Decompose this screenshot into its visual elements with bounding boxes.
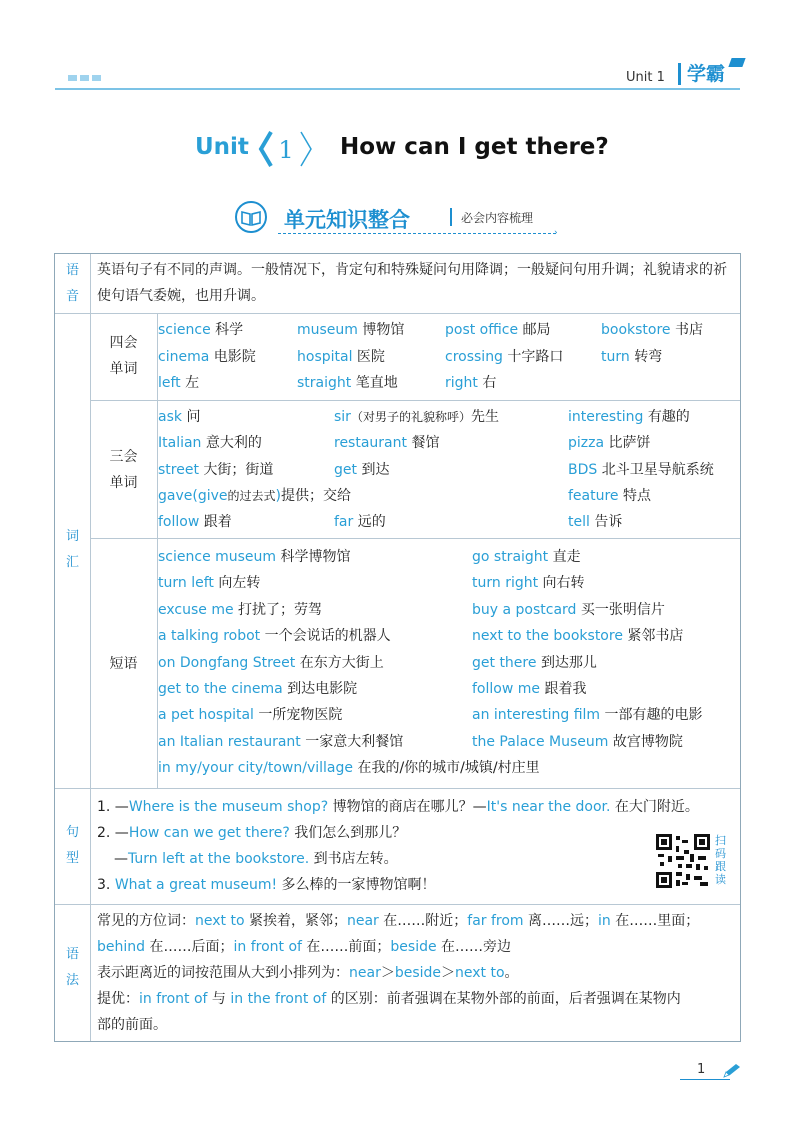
grammar-text: 在……里面； xyxy=(615,913,700,929)
entry-zh: 一部有趣的电影 xyxy=(604,707,703,724)
sentence-zh: 我们怎么到那儿？ xyxy=(294,825,407,841)
phrase-entry xyxy=(472,570,585,596)
entry-en: an Italian restaurant xyxy=(158,733,301,750)
entry-en: hospital xyxy=(297,348,353,365)
grammar-term: in xyxy=(598,913,611,929)
grammar-text: 在……附近； xyxy=(383,913,468,929)
word-entry xyxy=(568,430,651,456)
grammar-text: 表示距离近的词按范围从大到小排列为： xyxy=(97,965,349,981)
phrase-entry xyxy=(158,676,357,702)
entry-zh: 跟着 xyxy=(203,514,232,531)
grammar-text: ＞ xyxy=(441,965,456,981)
word-entry xyxy=(158,317,243,343)
sentence-1 xyxy=(97,794,699,820)
word-entry xyxy=(297,370,398,396)
phrase-entry xyxy=(158,755,540,781)
entry-en: crossing xyxy=(445,348,503,365)
entry-en: straight xyxy=(297,375,352,391)
qr-code[interactable] xyxy=(656,834,710,888)
grammar-term: next to xyxy=(455,965,505,981)
entry-en: tell xyxy=(568,514,590,531)
word-entry xyxy=(568,457,714,483)
word-entry xyxy=(568,509,622,535)
phrase-entry xyxy=(158,729,403,755)
entry-en: pizza xyxy=(568,435,605,452)
entry-en: get to the cinema xyxy=(158,681,283,697)
divider xyxy=(90,400,740,401)
entry-en: get xyxy=(334,461,357,478)
unit-number-badge xyxy=(257,130,315,168)
entry-zh: 特点 xyxy=(623,487,651,504)
grammar-text: 常见的方位词： xyxy=(97,913,195,929)
label-grammar: 语 法 xyxy=(65,947,79,988)
header-decoration xyxy=(68,75,101,81)
grammar-term: beside xyxy=(394,965,442,981)
unit-number: 1 xyxy=(278,136,294,164)
entry-en: follow me xyxy=(472,681,540,697)
entry-en: restaurant xyxy=(334,435,407,452)
entry-note: 的过去式 xyxy=(227,488,276,503)
divider xyxy=(90,538,740,539)
phrase-entry xyxy=(472,597,665,623)
grammar-text: 的区别：前者强调在某物外部的前面，后者强调在某物内 xyxy=(330,991,681,1007)
entry-zh: 医院 xyxy=(356,348,385,365)
entry-en: go straight xyxy=(472,549,549,565)
entry-zh: 北斗卫星导航系统 xyxy=(601,461,714,478)
entry-zh: 笔直地 xyxy=(355,375,398,391)
dashed-underline xyxy=(278,233,556,234)
grammar-text: 在……旁边 xyxy=(441,939,512,955)
word-entry xyxy=(297,344,385,370)
sentence-zh: 多么棒的一家博物馆啊！ xyxy=(281,877,436,893)
grammar-text: 在……前面； xyxy=(306,939,391,955)
grammar-line-5: 部的前面。 xyxy=(97,1017,167,1033)
grammar-term: in front of xyxy=(233,939,302,955)
entry-en: turn right xyxy=(472,575,539,592)
sentence-2 xyxy=(97,820,406,846)
footer-rule xyxy=(680,1079,730,1080)
word-entry xyxy=(158,483,351,509)
entry-zh: 故宫博物院 xyxy=(612,733,683,750)
label-phonetics: 语 音 xyxy=(65,263,79,304)
entry-bracket: ( xyxy=(192,487,198,504)
grammar-text: ＞ xyxy=(380,965,395,981)
entry-zh: 博物馆 xyxy=(362,322,405,338)
word-entry xyxy=(334,509,386,535)
phrase-entry xyxy=(472,729,683,755)
entry-en: in my/your city/town/village xyxy=(158,760,353,777)
word-entry xyxy=(445,344,563,370)
grammar-line-1 xyxy=(97,908,699,934)
label-three-skill-words: 三会 单词 xyxy=(109,449,138,491)
entry-en: museum xyxy=(297,322,358,338)
entry-zh: 邮局 xyxy=(522,322,551,338)
pencil-icon xyxy=(722,1063,742,1079)
entry-zh: 一家意大利餐馆 xyxy=(305,733,404,750)
entry-zh: 到达那儿 xyxy=(540,654,597,671)
entry-zh: 一个会说话的机器人 xyxy=(264,628,391,645)
entry-zh: 转弯 xyxy=(634,348,663,365)
sentence-zh: 博物馆的商店在哪儿？ xyxy=(332,799,473,815)
book-icon xyxy=(234,200,268,234)
entry-bracket: ) xyxy=(275,487,282,504)
entry-en: on Dongfang Street xyxy=(158,654,296,671)
word-entry xyxy=(158,370,199,396)
sentence-number: 3. xyxy=(97,877,115,893)
entry-en: turn left xyxy=(158,575,214,592)
entry-zh: 书店 xyxy=(675,322,703,338)
grammar-term: far from xyxy=(467,913,524,929)
sentence-en: What a great museum! xyxy=(114,877,278,893)
grammar-term: near xyxy=(349,965,381,981)
phrase-entry xyxy=(472,544,581,570)
sentence-2-reply xyxy=(114,846,398,872)
unit-word: Unit xyxy=(195,134,249,160)
grammar-text: 提优： xyxy=(97,991,139,1007)
entry-zh: 在东方大街上 xyxy=(299,654,384,671)
entry-en: cinema xyxy=(158,348,210,365)
phrase-entry xyxy=(472,702,703,728)
entry-en: right xyxy=(445,375,478,391)
entry-zh: 到达电影院 xyxy=(287,681,358,697)
entry-en: a talking robot xyxy=(158,628,261,645)
qr-label: 扫码跟读 xyxy=(715,834,726,886)
unit-title-text: How can I get there? xyxy=(340,134,609,160)
entry-zh: 向左转 xyxy=(218,575,261,592)
entry-zh: 问 xyxy=(186,409,201,425)
entry-zh: 告诉 xyxy=(594,514,623,531)
section-heading-minor: 必会内容梳理 xyxy=(461,211,534,225)
word-entry xyxy=(601,317,703,343)
entry-zh: 电影院 xyxy=(213,348,256,365)
entry-en: get there xyxy=(472,654,537,671)
entry-en: give xyxy=(197,487,228,504)
arrow-icon: › xyxy=(554,228,558,238)
label-vocabulary: 词 汇 xyxy=(65,529,79,570)
heading-divider xyxy=(450,208,452,226)
entry-zh: 买一张明信片 xyxy=(580,601,665,618)
entry-en: far xyxy=(334,514,354,531)
label-phrases: 短语 xyxy=(109,656,138,672)
grammar-text: 与 xyxy=(211,991,226,1007)
entry-note: （对男子的礼貌称呼） xyxy=(350,410,471,424)
entry-en: interesting xyxy=(568,409,644,425)
grammar-text: 。 xyxy=(504,965,519,981)
entry-zh: 紧邻书店 xyxy=(627,628,684,645)
phrase-entry xyxy=(158,623,391,649)
grammar-term: in front of xyxy=(139,991,208,1007)
phrase-entry xyxy=(158,650,384,676)
sentence-dash: — xyxy=(114,851,128,867)
phrase-entry xyxy=(472,676,586,702)
entry-zh: 远的 xyxy=(357,514,386,531)
entry-zh: 大街；街道 xyxy=(203,461,274,478)
entry-zh: 向右转 xyxy=(542,575,585,592)
page-number: 1 xyxy=(697,1062,706,1077)
entry-zh: 餐馆 xyxy=(411,435,440,452)
graduation-cap-icon xyxy=(728,58,745,67)
grammar-term: beside xyxy=(390,939,437,955)
word-entry xyxy=(601,344,662,370)
grammar-line-2 xyxy=(97,934,511,960)
grammar-text: 离……远； xyxy=(528,913,599,929)
entry-en: science museum xyxy=(158,549,277,565)
entry-zh: 在我的/你的城市/城镇/村庄里 xyxy=(357,760,540,777)
entry-en: bookstore xyxy=(601,322,671,338)
word-entry xyxy=(445,370,496,396)
entry-en: BDS xyxy=(568,461,598,478)
entry-en: the Palace Museum xyxy=(472,733,609,750)
section-heading-main: 单元知识整合 xyxy=(284,208,410,232)
grammar-text: 紧挨着，紧邻； xyxy=(248,913,347,929)
phrase-entry xyxy=(158,570,260,596)
header-unit: Unit 1 xyxy=(626,70,665,85)
entry-zh: 先生 xyxy=(470,409,499,425)
phrase-entry xyxy=(472,623,683,649)
phrase-entry xyxy=(158,597,322,623)
entry-zh: 直走 xyxy=(552,549,581,565)
entry-zh: 跟着我 xyxy=(544,681,587,697)
word-entry xyxy=(334,430,439,456)
word-entry xyxy=(568,404,690,430)
entry-en: excuse me xyxy=(158,601,234,618)
entry-en: science xyxy=(158,322,211,338)
sentence-number: 2. — xyxy=(97,825,129,841)
phrase-entry xyxy=(158,702,342,728)
sentence-zh: 在大门附近。 xyxy=(614,799,699,815)
word-entry xyxy=(158,430,262,456)
entry-en: sir xyxy=(334,409,351,425)
word-entry xyxy=(158,404,200,430)
grammar-term: in the front of xyxy=(230,991,327,1007)
header-brand-logo: 学霸 xyxy=(678,63,725,85)
header-rule xyxy=(55,88,740,90)
knowledge-table xyxy=(54,253,741,1042)
word-entry xyxy=(568,483,651,509)
sentence-dash: — xyxy=(472,799,487,815)
entry-en: Italian xyxy=(158,435,202,452)
entry-en: left xyxy=(158,375,181,391)
word-entry xyxy=(158,509,232,535)
entry-zh: 左 xyxy=(185,375,200,391)
phonetics-text: 英语句子有不同的声调。一般情况下，肯定句和特殊疑问句用降调；一般疑问句用升调；礼貌请求的祈使句语气委婉，也用升调。 xyxy=(97,262,727,304)
word-entry xyxy=(158,344,256,370)
entry-en: follow xyxy=(158,514,200,531)
divider xyxy=(55,788,740,789)
entry-zh: 提供；交给 xyxy=(281,487,352,504)
entry-en: post office xyxy=(445,322,519,338)
entry-zh: 一所宠物医院 xyxy=(258,707,343,724)
grammar-term: next to xyxy=(195,913,245,929)
phrase-entry xyxy=(472,650,597,676)
entry-en: buy a postcard xyxy=(472,601,577,618)
sentence-en: Where is the museum shop? xyxy=(128,799,329,815)
sentence-zh: 到书店左转。 xyxy=(313,851,398,867)
entry-en: gave xyxy=(158,487,193,504)
word-entry xyxy=(334,404,499,430)
grammar-term: behind xyxy=(97,939,146,955)
sentence-en: It's near the door. xyxy=(486,799,611,815)
entry-zh: 到达 xyxy=(361,461,390,478)
word-entry xyxy=(158,457,273,483)
word-entry xyxy=(297,317,404,343)
entry-zh: 右 xyxy=(482,375,497,391)
phrase-entry xyxy=(158,544,351,570)
sentence-3 xyxy=(97,872,436,898)
entry-en: next to the bookstore xyxy=(472,628,623,645)
label-four-skill-words: 四会 单词 xyxy=(109,335,138,377)
entry-zh: 科学 xyxy=(215,322,244,338)
sentence-number: 1. — xyxy=(97,799,129,815)
entry-en: an interesting film xyxy=(472,707,601,724)
entry-en: street xyxy=(158,461,199,478)
entry-en: turn xyxy=(601,348,630,365)
entry-zh: 比萨饼 xyxy=(608,435,651,452)
sentence-en: How can we get there? xyxy=(128,825,290,841)
entry-zh: 有趣的 xyxy=(647,409,690,425)
grammar-line-4 xyxy=(97,986,681,1012)
entry-en: a pet hospital xyxy=(158,707,254,724)
label-sentence: 句 型 xyxy=(65,825,79,866)
sentence-en: Turn left at the bookstore. xyxy=(128,851,310,867)
divider xyxy=(55,904,740,905)
entry-zh: 意大利的 xyxy=(205,435,262,452)
entry-zh: 科学博物馆 xyxy=(280,549,351,565)
word-entry xyxy=(334,457,389,483)
entry-en: ask xyxy=(158,409,182,425)
grammar-text: 在……后面； xyxy=(149,939,234,955)
entry-zh: 十字路口 xyxy=(507,348,564,365)
entry-en: feature xyxy=(568,487,619,504)
unit-title xyxy=(0,128,793,172)
word-entry xyxy=(445,317,551,343)
entry-zh: 打扰了；劳驾 xyxy=(238,601,323,618)
grammar-line-3 xyxy=(97,960,519,986)
grammar-term: near xyxy=(346,913,379,929)
